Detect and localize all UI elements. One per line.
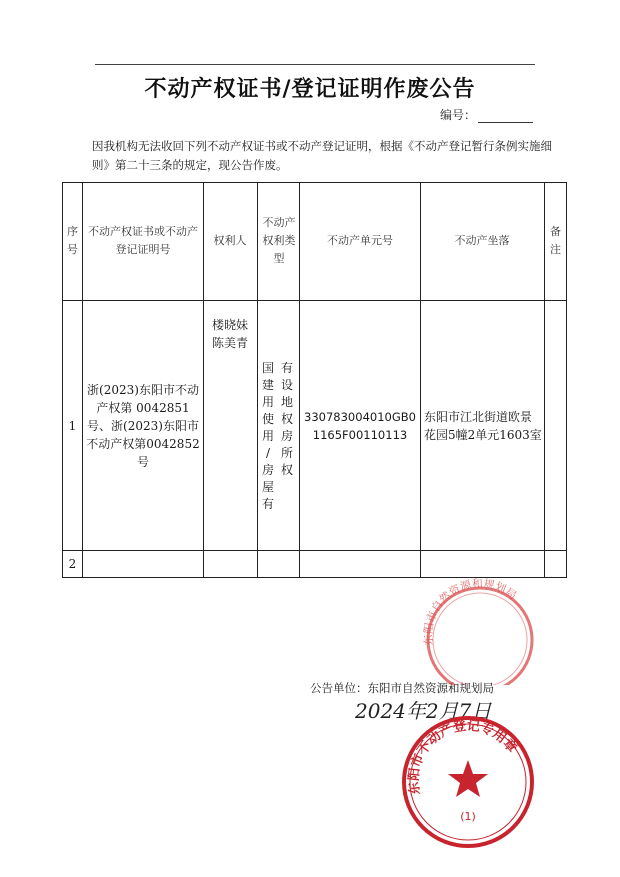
seal-bottom-center: (1) [460,810,476,823]
issuer: 公告单位：东阳市自然资源和规划局 [310,681,494,695]
notice-table [62,182,567,578]
doc-number [440,106,533,123]
doc-number-label: 编号： [440,108,477,122]
header-unit-no: 不动产单元号 [327,234,393,247]
row1-holder-1: 楼晓妹 [211,318,248,332]
seal-bottom [398,712,538,852]
seal-top [415,575,545,685]
intro-paragraph: 因我机构无法收回下列不动产权证书或不动产登记证明，根据《不动产登记暂行条例实施细则》第二十三条的规定，现公告作废。 [92,139,552,172]
table-vline [566,182,567,578]
seal-bottom-text: 东阳市不动产登记专用章 [406,718,520,796]
row2-seq: 2 [68,557,77,571]
row1-right-type-col-2: 有 设 地 权 房 所 权 [280,361,293,477]
table-hline [62,550,567,551]
header-holder: 权利人 [213,234,247,247]
svg-text:东阳市自然资源和规划局 [422,576,519,646]
table-vline [544,182,545,578]
header-location: 不动产坐落 [454,234,510,247]
header-cert-no: 不动产权证书或不动产登记证明号 [88,225,198,256]
table-vline [257,182,258,578]
page-title: 不动产权证书/登记证明作废公告 [144,77,476,102]
table-vline [62,182,63,578]
row1-cert-no: 浙(2023)东阳市不动产权第 0042851号、浙(2023)东阳市不动产权第0042852 号 [86,382,200,469]
seal-star-icon [448,760,488,797]
header-remark: 备注 [550,225,561,256]
row1-holder-2: 陈美青 [211,336,248,350]
top-rule [95,64,535,65]
row1-location: 东阳市江北街道欧景花园5幢2单元1603室 [424,409,542,442]
row1-unit-no: 330783004010GB01165F00110113 [304,409,416,442]
row1-seq: 1 [68,418,77,433]
seal-top-text: 东阳市自然资源和规划局 [421,577,519,647]
row1-remark [547,301,564,550]
table-vline [82,182,83,578]
header-right-type: 不动产权利类型 [262,216,296,265]
row1-right-type-col-1: 国 建 用 使 用 / 房 屋 有 [261,361,274,511]
handwritten-date: 2024年2月7日 [355,699,492,723]
doc-number-blank [478,110,533,123]
header-seq: 序号 [67,225,78,256]
